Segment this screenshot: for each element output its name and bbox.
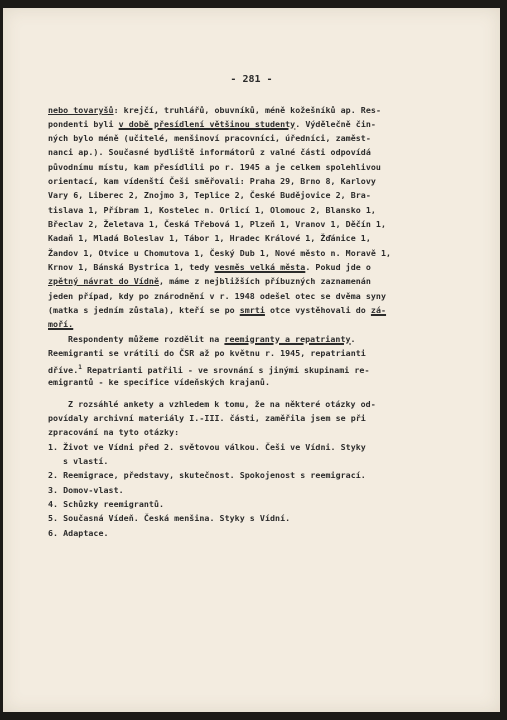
underlined-phrase: smrti: [239, 305, 265, 315]
paragraph-1-line-12: Krnov 1, Bánská Bystrica 1, tedy vesměs velká města. Pokud jde o: [48, 262, 371, 272]
paragraph-1-line-5: původnímu místu, kam přesídlili po r. 1945 a je celkem spolehlivou: [48, 162, 381, 172]
paragraph-1-line-4: nanci ap.). Současné bydliště informátorů z valné části odpovídá: [48, 147, 371, 157]
list-item: 2. Reemigrace, představy, skutečnost. Spokojenost s reemigrací.: [48, 470, 366, 480]
list-item: 1. Život ve Vídni před 2. světovou válkou. Češi ve Vídni. Styky: [48, 442, 366, 452]
paragraph-1-line-11: Žandov 1, Otvice u Chomutova 1, Český Dub 1, Nové město n. Moravě 1,: [48, 248, 392, 258]
paragraph-1-line-9: Břeclav 2, Želetava 1, Česká Třebová 1, Plzeň 1, Vranov 1, Děčín 1,: [48, 219, 387, 229]
paragraph-1-line-15: (matka s jedním zůstala), kteří se po smrti otce vystěhovali do zá-: [48, 305, 387, 315]
paragraph-2-line-1: Respondenty můžeme rozdělit na reemigranty a repatrianty.: [68, 334, 356, 344]
paragraph-1-line-10: Kadaň 1, Mladá Boleslav 1, Tábor 1, Hradec Králové 1, Žďánice 1,: [48, 233, 371, 243]
paragraph-3-line-3: zpracování na tyto otázky:: [48, 427, 180, 437]
paragraph-1-line-16: [48, 319, 73, 330]
underlined-phrase: vesměs velká města: [214, 262, 306, 272]
list-item-continuation: s vlastí.: [63, 456, 109, 466]
paragraph-1-line-1: nebo tovaryšů: krejčí, truhlářů, obuvníků, méně kožešníků ap. Res-: [48, 105, 381, 115]
list-item: 5. Současná Vídeň. Česká menšina. Styky s Vídní.: [48, 513, 291, 523]
paragraph-1-line-3: ných bylo méně (učitelé, menšinoví pracovníci, úředníci, zaměst-: [48, 133, 371, 143]
paragraph-2-line-2: Reemigranti se vrátili do ČSR až po květnu r. 1945, repatrianti: [48, 348, 366, 358]
paragraph-1-line-2: pondenti byli v době přesídlení většinou studenty. Výdělečně čin-: [48, 119, 376, 129]
paragraph-1-line-6: orientací, kam vídenští Češi směřovali: Praha 29, Brno 8, Karlovy: [48, 176, 376, 186]
underlined-phrase: zá-: [370, 305, 387, 315]
underlined-phrase: zpětný návrat do Vídně: [48, 276, 159, 286]
paragraph-3-line-1: Z rozsáhlé ankety a vzhledem k tomu, že na některé otázky od-: [68, 399, 376, 409]
paragraph-2-line-3: dříve.$^1$ Repatrianti patřili - ve srovnání s jinými skupinami re-: [48, 364, 370, 375]
footnote-marker: 1: [78, 364, 82, 371]
underlined-phrase: moří.: [48, 319, 74, 329]
underlined-phrase: reemigranty a repatrianty: [224, 334, 351, 344]
document-page: [3, 8, 500, 712]
underlined-phrase: nebo tovaryšů: [48, 105, 114, 115]
list-item: 3. Domov-vlast.: [48, 485, 124, 495]
paragraph-1-line-8: tislava 1, Příbram 1, Kostelec n. Orlicí 1, Olomouc 2, Blansko 1,: [48, 205, 376, 215]
paragraph-1-line-7: Vary 6, Liberec 2, Znojmo 3, Teplice 2, České Budějovice 2, Bra-: [48, 190, 371, 200]
page-number: - 281 -: [230, 74, 273, 85]
list-item: 4. Schůzky reemigrantů.: [48, 499, 165, 509]
underlined-phrase: v době přesídlení většinou studenty: [118, 119, 296, 129]
paragraph-3-line-2: povídaly archivní materiály I.-III. části, zaměřila jsem se při: [48, 413, 366, 423]
paragraph-1-line-14: jeden případ, kdy po znárodnění v r. 1948 odešel otec se dvěma syny: [48, 291, 387, 301]
list-item: 6. Adaptace.: [48, 528, 109, 538]
paragraph-2-line-4: emigrantů - ke specifice vídeňských krajanů.: [48, 377, 270, 387]
paragraph-1-line-13: zpětný návrat do Vídně, máme z nejbližších příbuzných zaznamenán: [48, 276, 371, 286]
